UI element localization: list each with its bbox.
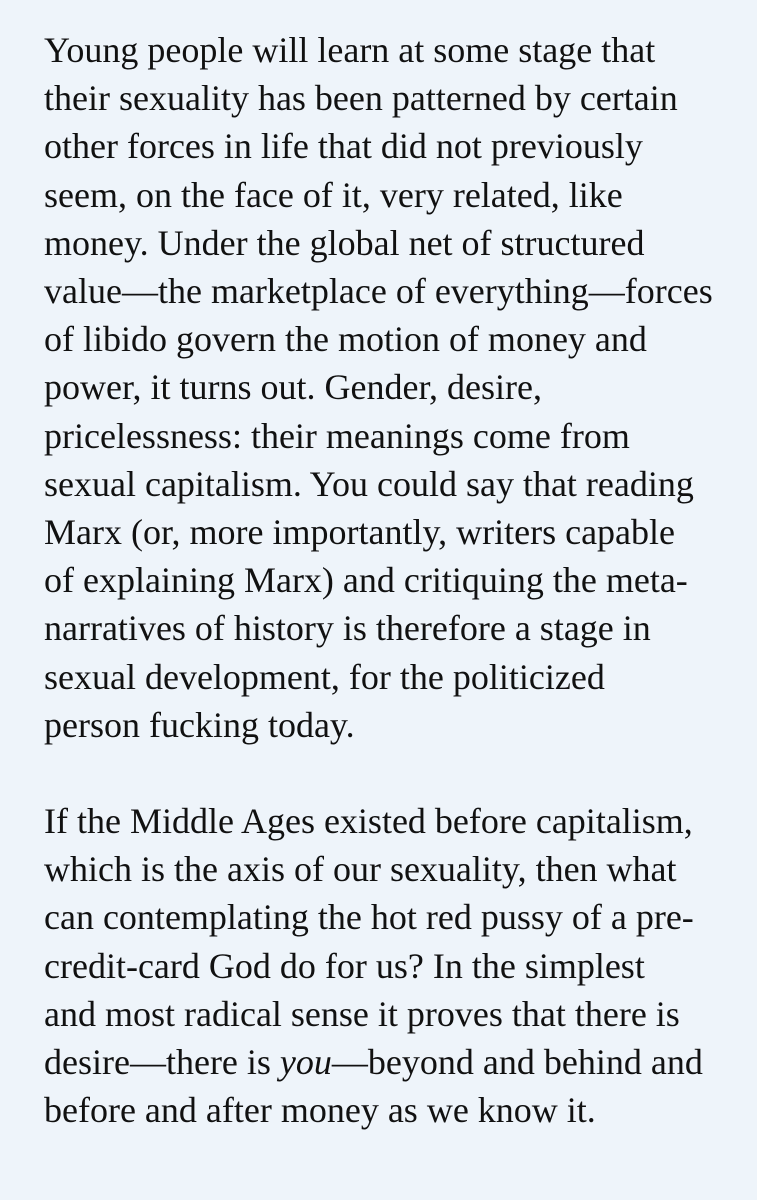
text-line: Marx (or, more importantly, writers capable [44, 512, 676, 553]
text-line: money. Under the global net of structured [44, 222, 645, 263]
text-line: other forces in life that did not previously [44, 126, 643, 167]
text-line: before and after money as we know it. [44, 1090, 596, 1131]
text-line: and most radical sense it proves that there is [44, 993, 680, 1034]
text-line: sexual development, for the politicized [44, 656, 605, 697]
text-before-emphasis: desire—there is [44, 1042, 280, 1083]
text-line: their sexuality has been patterned by certain [44, 78, 678, 119]
text-line: can contemplating the hot red pussy of a pre- [44, 897, 694, 938]
paragraph-2 [44, 797, 743, 1134]
emphasized-word: you [279, 1042, 332, 1083]
text-line: of explaining Marx) and critiquing the meta- [44, 560, 688, 601]
text-line: narratives of history is therefore a stage in [44, 608, 651, 649]
text-line-with-emphasis [44, 1038, 743, 1086]
paragraph-1 [44, 26, 743, 749]
text-line: credit-card God do for us? In the simplest [44, 945, 645, 986]
text-line: person fucking today. [44, 704, 355, 745]
text-line: power, it turns out. Gender, desire, [44, 367, 542, 408]
text-after-emphasis: —beyond and behind and [331, 1042, 703, 1083]
text-line: Young people will learn at some stage that [44, 30, 656, 70]
text-line: pricelessness: their meanings come from [44, 415, 630, 456]
text-line: which is the axis of our sexuality, then what [44, 849, 677, 890]
text-line: value—the marketplace of everything—forces [44, 271, 713, 312]
text-line: seem, on the face of it, very related, like [44, 174, 623, 215]
text-line: sexual capitalism. You could say that reading [44, 463, 694, 504]
text-line: If the Middle Ages existed before capitalism, [44, 801, 693, 842]
text-line: of libido govern the motion of money and [44, 319, 647, 360]
